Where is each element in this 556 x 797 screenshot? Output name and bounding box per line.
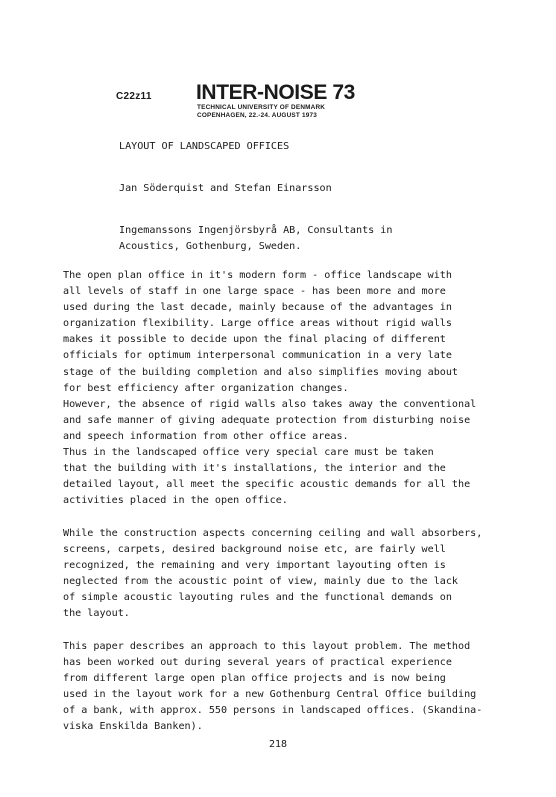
conference-header [0,82,556,130]
body-paragraph [63,639,543,736]
conference-title: INTER-NOISE 73 [196,81,355,104]
affiliation-line: Ingemanssons Ingenjörsbyrå AB, Consultants in [119,225,393,236]
body-line: screens, carpets, desired background noise etc, are fairly well [63,543,446,555]
body-line: the layout. [63,608,130,620]
body-line: from different large open plan office projects and is now being [63,672,446,684]
body-line: has been worked out during several years of practical experience [63,656,452,668]
paragraph-gap [63,622,543,638]
body-paragraph [63,526,543,623]
body-line: Thus in the landscaped office very special care must be taken [63,447,434,459]
body-line: recognized, the remaining and very important layouting often is [63,559,446,571]
body-line: The open plan office in it's modern form - office landscape with [63,270,452,281]
body-line: of a bank, with approx. 550 persons in landscaped offices. (Skandina- [63,705,483,717]
body-line: viska Enskilda Banken). [63,721,203,733]
paragraph-gap [63,509,543,525]
body-line: officials for optimum interpersonal communication in a very late [63,350,452,362]
body-line: However, the absence of rigid walls also takes away the conventional [63,398,477,410]
paper-authors: Jan Söderquist and Stefan Einarsson [119,183,332,194]
body-text [63,268,543,735]
paper-code: C22z11 [116,91,152,102]
body-line: and safe manner of giving adequate protection from disturbing noise [63,414,471,426]
body-line: and speech information from other office areas. [63,430,349,442]
body-line: for best efficiency after organization changes. [63,382,349,394]
affiliation-line: Acoustics, Gothenburg, Sweden. [119,241,302,252]
body-line: makes it possible to decide upon the final placing of different [63,334,446,346]
body-line: This paper describes an approach to this layout problem. The method [63,640,471,652]
conference-location-date: COPENHAGEN, 22.-24. AUGUST 1973 [197,112,317,119]
body-line: of simple acoustic layouting rules and the functional demands on [63,592,452,604]
paper-title: LAYOUT OF LANDSCAPED OFFICES [119,141,290,152]
body-line: that the building with it's installations, the interior and the [63,463,446,475]
body-line: activities placed in the open office. [63,495,288,507]
body-paragraph [63,268,543,509]
body-line: all levels of staff in one large space - has been more and more [63,286,446,298]
page-number: 218 [268,739,288,750]
body-line: detailed layout, all meet the specific acoustic demands for all the [63,479,471,491]
body-line: stage of the building completion and also simplifies moving about [63,366,459,378]
body-line: neglected from the acoustic point of view, mainly due to the lack [63,576,459,588]
body-line: used in the layout work for a new Gothenburg Central Office building [63,689,477,701]
conference-university: TECHNICAL UNIVERSITY OF DENMARK [197,104,326,111]
body-line: While the construction aspects concerning ceiling and wall absorbers, [63,527,483,539]
body-line: organization flexibility. Large office areas without rigid walls [63,318,452,330]
body-line: used during the last decade, mainly because of the advantages in [63,302,452,314]
